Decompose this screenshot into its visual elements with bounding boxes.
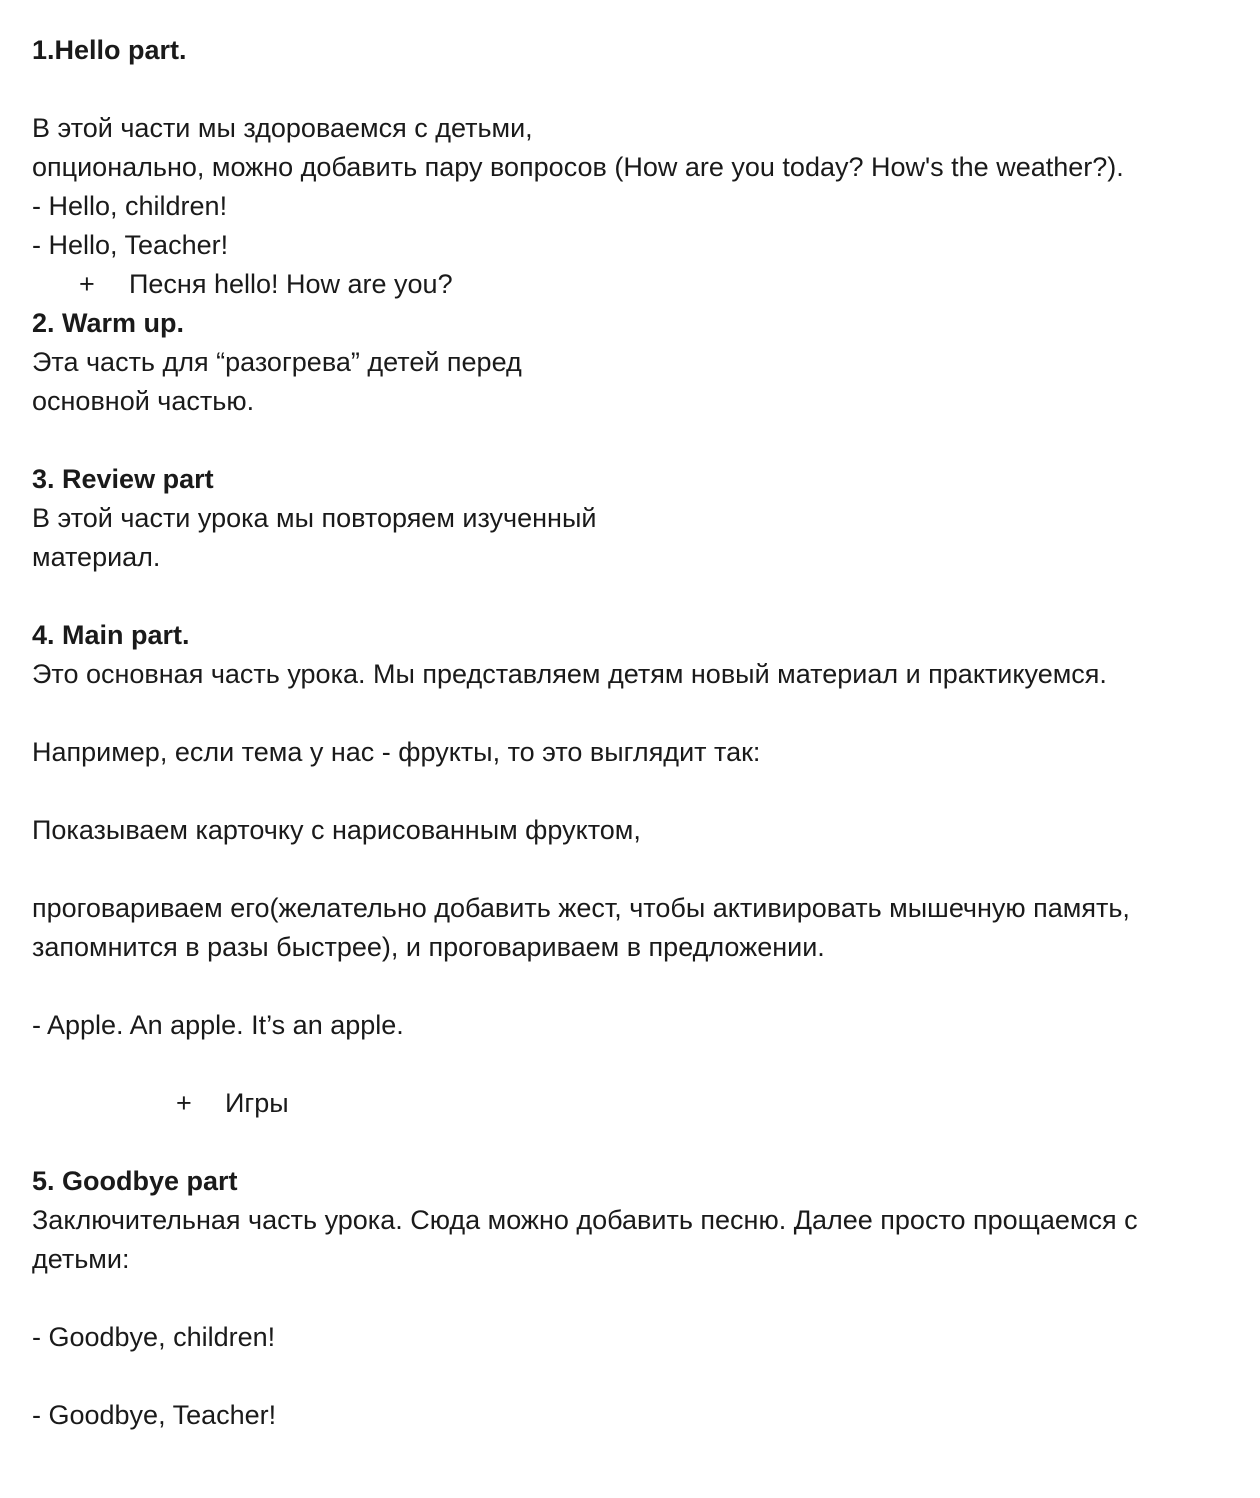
hello-intro-line-2: опционально, можно добавить пару вопросов (How are you today? How's the weather?). bbox=[32, 152, 1124, 182]
blank-line bbox=[32, 850, 1252, 889]
review-line-2: материал. bbox=[32, 542, 161, 572]
games-text: Игры bbox=[225, 1088, 289, 1118]
section-heading-goodbye: 5. Goodbye part bbox=[32, 1166, 238, 1196]
blank-line bbox=[32, 694, 1252, 733]
hello-dialogue-line-2: - Hello, Teacher! bbox=[32, 230, 229, 260]
warm-up-line-1: Эта часть для “разогрева” детей перед bbox=[32, 347, 522, 377]
plus-bullet-icon: + bbox=[176, 1088, 192, 1118]
goodbye-line-1: Заключительная часть урока. Сюда можно добавить песню. Далее просто прощаемся с bbox=[32, 1205, 1138, 1235]
blank-line bbox=[32, 577, 1252, 616]
blank-line bbox=[32, 772, 1252, 811]
main-pronounce-line-2: запомнится в разы быстрее), и проговариваем в предложении. bbox=[32, 932, 825, 962]
section-heading-main: 4. Main part. bbox=[32, 620, 190, 650]
main-example-intro: Например, если тема у нас - фрукты, то это выглядит так: bbox=[32, 737, 761, 767]
lesson-plan-document bbox=[32, 31, 1252, 1435]
goodbye-dialogue-line-1: - Goodbye, children! bbox=[32, 1322, 276, 1352]
hello-song-bullet bbox=[32, 265, 1252, 304]
main-pronounce-line-1: проговариваем его(желательно добавить жест, чтобы активировать мышечную память, bbox=[32, 893, 1130, 923]
hello-dialogue-line-1: - Hello, children! bbox=[32, 191, 228, 221]
blank-line bbox=[32, 1045, 1252, 1084]
main-line-1: Это основная часть урока. Мы представляем детям новый материал и практикуемся. bbox=[32, 659, 1107, 689]
goodbye-line-2: детьми: bbox=[32, 1244, 130, 1274]
plus-bullet-icon: + bbox=[79, 269, 95, 299]
section-heading-review: 3. Review part bbox=[32, 464, 214, 494]
games-bullet bbox=[32, 1084, 1252, 1123]
blank-line bbox=[32, 967, 1252, 1006]
warm-up-line-2: основной частью. bbox=[32, 386, 255, 416]
main-example: - Apple. An apple. It’s an apple. bbox=[32, 1010, 404, 1040]
section-heading-hello: 1.Hello part. bbox=[32, 35, 187, 65]
hello-song-text: Песня hello! How are you? bbox=[129, 269, 453, 299]
blank-line bbox=[32, 70, 1252, 109]
main-show-card: Показываем карточку с нарисованным фруктом, bbox=[32, 815, 641, 845]
blank-line bbox=[32, 421, 1252, 460]
goodbye-dialogue-line-2: - Goodbye, Teacher! bbox=[32, 1400, 277, 1430]
review-line-1: В этой части урока мы повторяем изученный bbox=[32, 503, 597, 533]
blank-line bbox=[32, 1123, 1252, 1162]
blank-line bbox=[32, 1357, 1252, 1396]
blank-line bbox=[32, 1279, 1252, 1318]
section-heading-warm-up: 2. Warm up. bbox=[32, 308, 185, 338]
hello-intro-line-1: В этой части мы здороваемся с детьми, bbox=[32, 113, 533, 143]
